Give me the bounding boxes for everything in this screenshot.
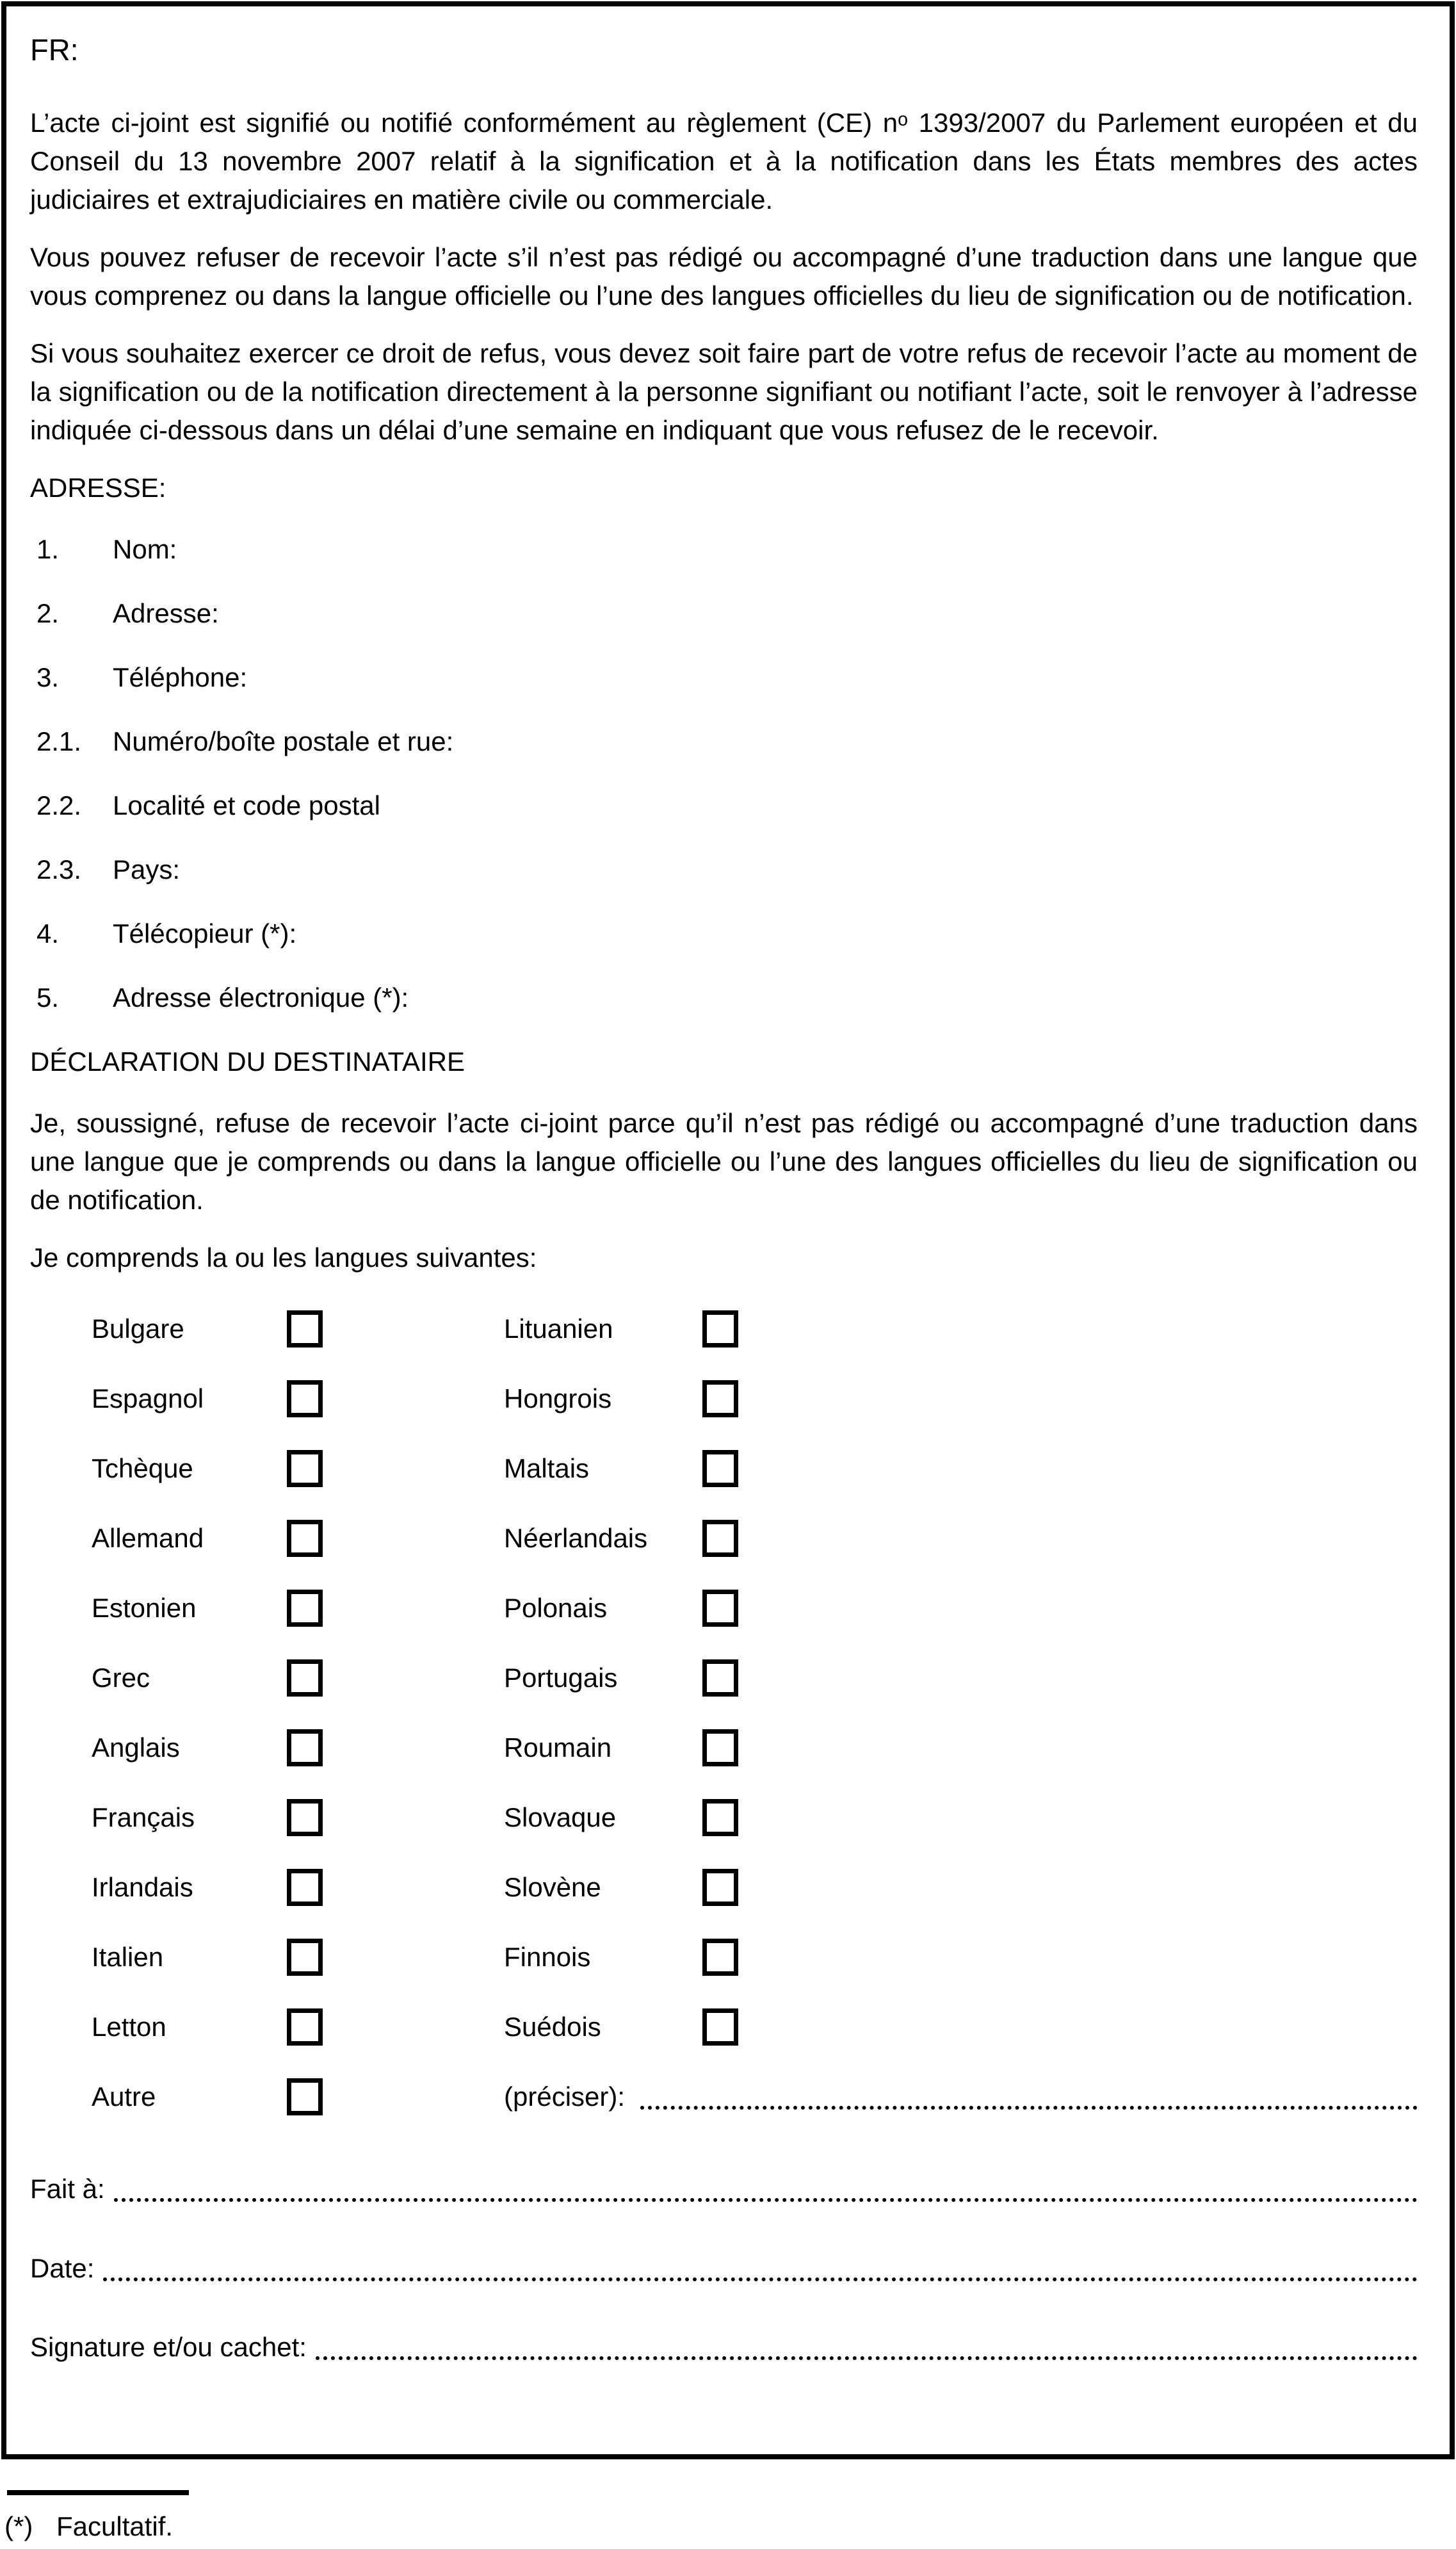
intro-paragraph: Si vous souhaitez exercer ce droit de refus, vous devez soit faire part de votre refus de recevoir l’acte au moment de la signification ou de la notification directement à la personne signifiant ou notifiant l’acte, soit le renvoyer à l’adresse indiquée ci-dessous dans un délai d’une semaine en indiquant que vous refusez de le recevoir. xyxy=(30,338,1418,445)
footnote-marker: (*) xyxy=(4,2511,33,2541)
field-date xyxy=(30,2249,1418,2288)
document-frame xyxy=(1,1,1455,2459)
language-label: Hongrois xyxy=(504,1383,612,1413)
language-label: Autre xyxy=(92,2081,156,2112)
language-row xyxy=(92,1294,1418,1364)
language-label: Allemand xyxy=(92,1522,204,1553)
language-checkbox[interactable] xyxy=(287,1590,323,1627)
field-fait-a xyxy=(30,2170,1418,2208)
date-write-in-line[interactable] xyxy=(103,2256,1418,2281)
signature-write-in-line[interactable] xyxy=(316,2334,1418,2360)
language-checkbox[interactable] xyxy=(287,1729,323,1766)
language-checkbox[interactable] xyxy=(287,1939,323,1976)
item-label: Adresse: xyxy=(113,598,219,628)
language-label: Grec xyxy=(92,1662,150,1693)
language-label: Estonien xyxy=(92,1592,197,1623)
language-row xyxy=(92,1433,1418,1503)
item-number: 2.1. xyxy=(36,726,82,756)
language-label: Espagnol xyxy=(92,1383,204,1413)
address-item-email xyxy=(30,979,1418,1017)
language-label: Maltais xyxy=(504,1453,590,1483)
address-heading: ADRESSE: xyxy=(30,473,166,503)
document-page xyxy=(0,1,1456,2543)
language-row-other xyxy=(92,2062,1418,2131)
item-number: 4. xyxy=(36,918,60,949)
field-signature-cachet xyxy=(30,2328,1418,2366)
address-item-telecopieur xyxy=(30,915,1418,953)
item-number: 2. xyxy=(36,598,60,628)
field-label: Date: xyxy=(30,2253,95,2283)
item-label: Localité et code postal xyxy=(113,790,380,820)
address-item-pays xyxy=(30,851,1418,889)
language-checkbox[interactable] xyxy=(287,1799,323,1836)
language-row xyxy=(92,1643,1418,1713)
item-number: 3. xyxy=(36,662,60,692)
item-label: Adresse électronique (*): xyxy=(113,982,409,1013)
language-row xyxy=(92,1573,1418,1643)
language-label: Polonais xyxy=(504,1592,608,1623)
address-item-adresse xyxy=(30,594,1418,633)
language-label: Slovaque xyxy=(504,1802,617,1832)
language-checkbox[interactable] xyxy=(702,1520,738,1557)
language-label: Suédois xyxy=(504,2011,601,2042)
language-label: Finnois xyxy=(504,1941,591,1972)
language-label: Anglais xyxy=(92,1732,180,1763)
language-checkbox[interactable] xyxy=(287,1869,323,1906)
languages-intro: Je comprends la ou les langues suivantes: xyxy=(30,1242,537,1273)
language-checkbox[interactable] xyxy=(702,1590,738,1627)
language-checkbox[interactable] xyxy=(702,1380,738,1417)
language-checkbox[interactable] xyxy=(702,1659,738,1697)
language-checkbox[interactable] xyxy=(702,1939,738,1976)
declaration-heading: DÉCLARATION DU DESTINATAIRE xyxy=(30,1046,465,1077)
language-checkbox-table xyxy=(30,1294,1418,2131)
address-item-nom xyxy=(30,530,1418,569)
language-label: Français xyxy=(92,1802,195,1832)
address-item-numero-rue xyxy=(30,722,1418,761)
language-label: Letton xyxy=(92,2011,166,2042)
language-label: Italien xyxy=(92,1941,164,1972)
field-label: Signature et/ou cachet: xyxy=(30,2332,307,2362)
item-number: 1. xyxy=(36,534,60,564)
language-row xyxy=(92,1713,1418,1782)
field-label: Fait à: xyxy=(30,2174,105,2204)
language-checkbox[interactable] xyxy=(702,2008,738,2046)
footnote-text: Facultatif. xyxy=(56,2511,174,2541)
language-checkbox[interactable] xyxy=(702,1729,738,1766)
language-checkbox[interactable] xyxy=(702,1799,738,1836)
language-row xyxy=(92,1922,1418,1992)
language-row xyxy=(92,1782,1418,1852)
item-label: Nom: xyxy=(113,534,177,564)
footnote-separator xyxy=(7,2490,189,2495)
other-specify-label: (préciser): xyxy=(504,2081,626,2112)
language-checkbox[interactable] xyxy=(287,1659,323,1697)
language-checkbox[interactable] xyxy=(287,1450,323,1487)
language-checkbox[interactable] xyxy=(287,1520,323,1557)
language-row xyxy=(92,1503,1418,1573)
language-checkbox[interactable] xyxy=(287,1310,323,1348)
language-row xyxy=(92,1364,1418,1433)
language-checkbox[interactable] xyxy=(287,2078,323,2115)
language-row xyxy=(92,1852,1418,1922)
intro-paragraph: L’acte ci-joint est signifié ou notifié conformément au règlement (CE) nᵒ 1393/2007 du Parlement européen et du Conseil du 13 novembre 2007 relatif à la signification et à la notification dans les États membres des actes judiciaires et extrajudiciaires en matière civile ou commerciale. xyxy=(30,108,1418,215)
language-label: Lituanien xyxy=(504,1313,613,1344)
item-number: 2.3. xyxy=(36,854,82,884)
item-number: 5. xyxy=(36,982,60,1013)
language-checkbox[interactable] xyxy=(287,1380,323,1417)
language-checkbox[interactable] xyxy=(702,1450,738,1487)
language-checkbox[interactable] xyxy=(287,2008,323,2046)
item-label: Télécopieur (*): xyxy=(113,918,297,949)
language-checkbox[interactable] xyxy=(702,1310,738,1348)
other-specify-write-in-line[interactable] xyxy=(640,2084,1418,2110)
item-label: Téléphone: xyxy=(113,662,248,692)
declaration-paragraph: Je, soussigné, refuse de recevoir l’acte ci-joint parce qu’il n’est pas rédigé ou accompagné d’une traduction dans une langue que je comprends ou dans la langue officielle ou l’une des langues officielles du lieu de signification ou de notification. xyxy=(30,1108,1418,1215)
language-checkbox[interactable] xyxy=(702,1869,738,1906)
language-label: Tchèque xyxy=(92,1453,193,1483)
language-label: Slovène xyxy=(504,1871,601,1902)
language-label: Portugais xyxy=(504,1662,618,1693)
language-row xyxy=(92,1992,1418,2062)
fait-a-write-in-line[interactable] xyxy=(114,2176,1418,2202)
language-label: Irlandais xyxy=(92,1871,193,1902)
language-label: Bulgare xyxy=(92,1313,184,1344)
item-number: 2.2. xyxy=(36,790,82,820)
footnote xyxy=(4,2511,1456,2543)
language-label: Roumain xyxy=(504,1732,612,1763)
language-label: Néerlandais xyxy=(504,1522,648,1553)
item-label: Numéro/boîte postale et rue: xyxy=(113,726,454,756)
address-item-localite xyxy=(30,786,1418,825)
intro-paragraph: Vous pouvez refuser de recevoir l’acte s’il n’est pas rédigé ou accompagné d’une traduction dans une langue que vous comprenez ou dans la langue officielle ou l’une des langues officielles du lieu de signification ou de notification. xyxy=(30,242,1418,311)
language-tag: FR: xyxy=(30,33,79,67)
item-label: Pays: xyxy=(113,854,181,884)
address-item-telephone xyxy=(30,658,1418,697)
